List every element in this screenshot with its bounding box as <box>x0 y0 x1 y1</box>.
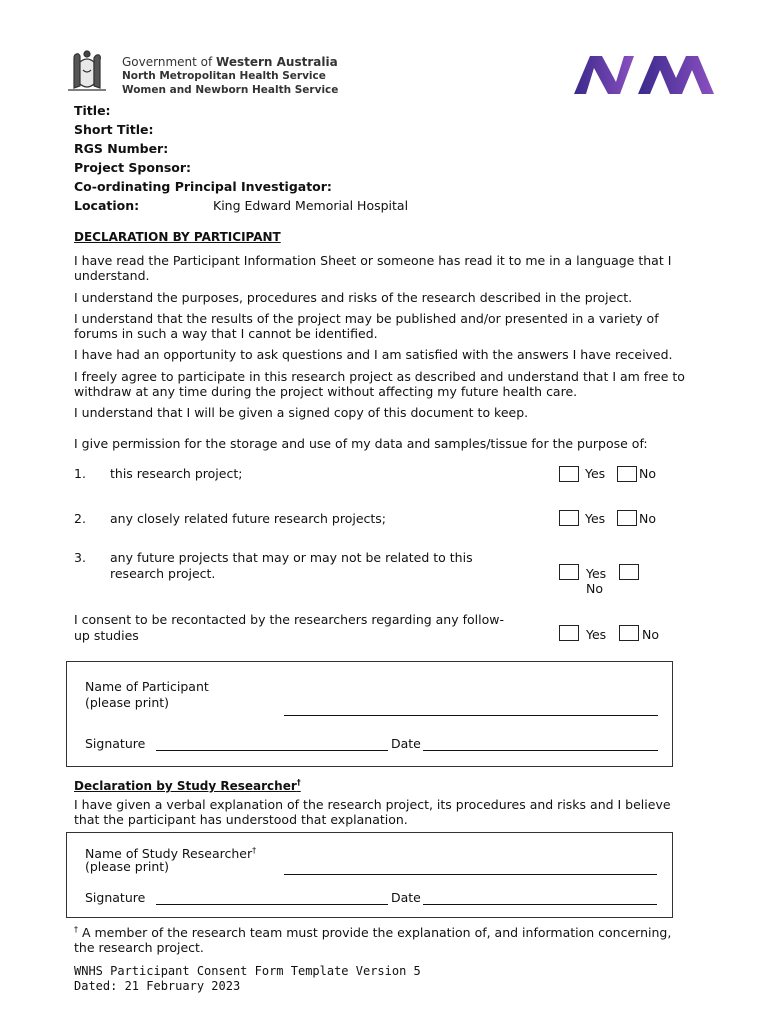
nm-logo <box>572 52 718 96</box>
participant-date-label: Date <box>391 736 421 751</box>
researcher-signature-label: Signature <box>85 890 146 905</box>
footer-dated: Dated: 21 February 2023 <box>74 979 241 993</box>
footnote <box>74 922 674 955</box>
item-2-number: 2. <box>74 511 86 526</box>
item-3-no-checkbox[interactable] <box>619 564 639 580</box>
title-label: Title: <box>74 103 111 118</box>
item-3-yes-checkbox[interactable] <box>559 564 579 580</box>
item-3-number: 3. <box>74 550 86 565</box>
researcher-heading-text: Declaration by Study Researcher <box>74 779 297 793</box>
researcher-name-text: Name of Study Researcher <box>85 846 253 862</box>
item-1-yes-checkbox[interactable] <box>559 466 579 482</box>
researcher-name-dagger: † <box>252 846 257 855</box>
item-3-no-label: No <box>586 581 603 596</box>
gov-line <box>122 55 338 69</box>
wa-crest-logo <box>56 48 118 96</box>
project-sponsor-label: Project Sponsor: <box>74 160 192 175</box>
item-3-yes-label: Yes <box>586 566 607 581</box>
statement-1: I have read the Participant Information Sheet or someone has read it to me in a language that I understand. <box>74 253 672 283</box>
footer-template-version: WNHS Participant Consent Form Template Version 5 <box>74 964 421 978</box>
gov-prefix: Government of <box>122 55 217 69</box>
item-2-text: any closely related future research projects; <box>110 511 387 526</box>
item-2-yes-label: Yes <box>585 511 606 526</box>
item-1-text: this research project; <box>110 466 243 481</box>
item-2-yes-checkbox[interactable] <box>559 510 579 526</box>
statement-5: I freely agree to participate in this research project as described and understand that I am free to withdraw at any time during the project without affecting my future health care. <box>74 369 685 399</box>
participant-date-field[interactable] <box>423 750 658 751</box>
researcher-declaration-heading <box>74 775 301 794</box>
statement-6: I understand that I will be given a signed copy of this document to keep. <box>74 405 529 420</box>
sub-service-name: Women and Newborn Health Service <box>122 84 339 96</box>
health-service-name: North Metropolitan Health Service <box>122 70 326 82</box>
permission-intro: I give permission for the storage and use of my data and samples/tissue for the purpose of: <box>74 436 648 451</box>
gov-state: Western Australia <box>216 55 338 69</box>
item-1-no-label: No <box>639 466 656 481</box>
recontact-yes-label: Yes <box>586 627 607 642</box>
researcher-date-label: Date <box>391 890 421 905</box>
researcher-dagger: † <box>296 778 301 787</box>
participant-signature-label: Signature <box>85 736 146 751</box>
statement-4: I have had an opportunity to ask questions and I am satisfied with the answers I have received. <box>74 347 673 362</box>
rgs-number-label: RGS Number: <box>74 141 169 156</box>
item-2-no-label: No <box>639 511 656 526</box>
researcher-name-hint: (please print) <box>85 859 170 874</box>
participant-signature-box <box>66 661 673 767</box>
statement-3: I understand that the results of the project may be published and/or presented in a variety of forums in such a way that I cannot be identified. <box>74 311 659 341</box>
location-label: Location: <box>74 198 140 213</box>
statement-2: I understand the purposes, procedures and risks of the research described in the project. <box>74 290 633 305</box>
researcher-name-field[interactable] <box>284 874 657 875</box>
recontact-text: I consent to be recontacted by the researchers regarding any follow-up studies <box>74 612 504 643</box>
location-value: King Edward Memorial Hospital <box>213 198 409 213</box>
item-1-no-checkbox[interactable] <box>617 466 637 482</box>
recontact-no-label: No <box>642 627 659 642</box>
participant-name-field[interactable] <box>284 715 658 716</box>
researcher-signature-field[interactable] <box>156 904 388 905</box>
short-title-label: Short Title: <box>74 122 154 137</box>
participant-name-hint: (please print) <box>85 695 170 710</box>
item-1-number: 1. <box>74 466 86 481</box>
researcher-date-field[interactable] <box>423 904 657 905</box>
item-3-text: any future projects that may or may not be related to this research project. <box>110 550 473 581</box>
participant-declaration-heading: DECLARATION BY PARTICIPANT <box>74 230 281 244</box>
participant-name-label: Name of Participant <box>85 679 209 694</box>
researcher-signature-box <box>66 832 673 918</box>
recontact-yes-checkbox[interactable] <box>559 625 579 641</box>
item-2-no-checkbox[interactable] <box>617 510 637 526</box>
researcher-statement: I have given a verbal explanation of the research project, its procedures and risks and I believe that the participant has understood that explanation. <box>74 797 671 827</box>
footnote-dagger: † <box>74 925 78 934</box>
cpi-label: Co-ordinating Principal Investigator: <box>74 179 332 194</box>
recontact-no-checkbox[interactable] <box>619 625 639 641</box>
footnote-text: A member of the research team must provide the explanation of, and information concerning, the research project. <box>74 925 672 956</box>
participant-signature-field[interactable] <box>156 750 388 751</box>
item-1-yes-label: Yes <box>585 466 606 481</box>
government-header <box>122 55 338 97</box>
